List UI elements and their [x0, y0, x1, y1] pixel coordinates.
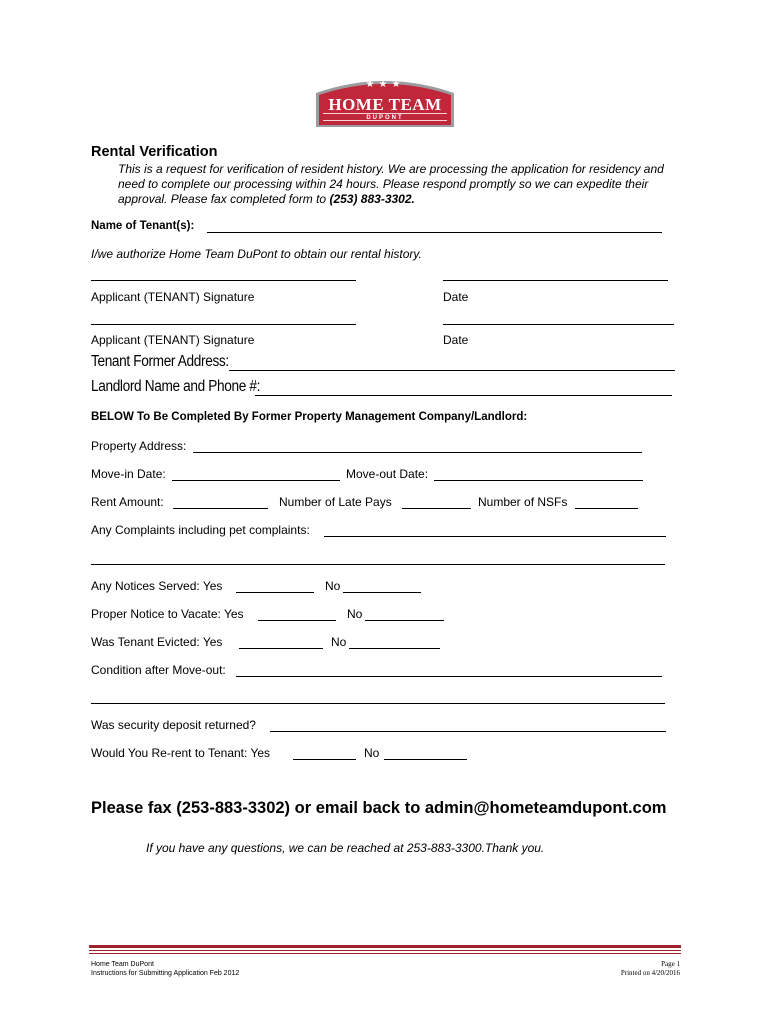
- rerent-no-field[interactable]: [384, 747, 467, 760]
- date2-field[interactable]: [443, 312, 674, 325]
- property-address-label: Property Address:: [91, 439, 187, 453]
- signature1-field[interactable]: [91, 268, 356, 281]
- footer-left: [91, 960, 239, 978]
- deposit-field[interactable]: [270, 719, 666, 732]
- authorize-text: I/we authorize Home Team DuPont to obtain our rental history.: [91, 247, 422, 261]
- footer-printed: Printed on 4/20/2016: [620, 969, 680, 977]
- questions-text: If you have any questions, we can be reached at 253-883-3300.Thank you.: [146, 841, 545, 855]
- vacate-label: Proper Notice to Vacate: Yes: [91, 607, 244, 621]
- vacate-no-field[interactable]: [365, 608, 444, 621]
- landlord-section-heading: BELOW To Be Completed By Former Property Management Company/Landlord:: [91, 411, 528, 423]
- intro-text: This is a request for verification of resident history. We are processing the application for residency and need to complete our processing within 24 hours. Please respond promptly so we can expedite their approval. Please fax completed form to (253) 883-3302.: [118, 162, 664, 206]
- rent-amount-field[interactable]: [173, 496, 268, 509]
- vacate-yes-field[interactable]: [258, 608, 336, 621]
- move-in-label: Move-in Date:: [91, 467, 166, 481]
- tenant-name-field[interactable]: [207, 218, 662, 233]
- nsfs-label: Number of NSFs: [478, 495, 568, 509]
- late-pays-field[interactable]: [402, 496, 471, 509]
- notices-yes-field[interactable]: [236, 580, 314, 593]
- late-pays-label: Number of Late Pays: [279, 495, 392, 509]
- evicted-no-field[interactable]: [349, 636, 440, 649]
- logo-sub: DUPONT: [366, 115, 404, 121]
- form-title: Rental Verification: [91, 144, 218, 160]
- footer-rule-thin: [89, 950, 681, 951]
- complaints-field-2[interactable]: [91, 552, 665, 565]
- date1-field[interactable]: [443, 268, 668, 281]
- notices-no-label: No: [325, 579, 341, 593]
- home-team-logo: [314, 75, 456, 129]
- footer-page: Page 1: [661, 960, 680, 968]
- evicted-yes-field[interactable]: [239, 636, 323, 649]
- evicted-no-label: No: [331, 635, 347, 649]
- former-address-label: Tenant Former Address:: [91, 353, 229, 370]
- move-out-field[interactable]: [434, 468, 643, 481]
- notices-no-field[interactable]: [343, 580, 421, 593]
- logo-stars: ★★★: [365, 79, 405, 90]
- complaints-field[interactable]: [324, 524, 666, 537]
- footer-rule-thin-2: [89, 953, 681, 954]
- rerent-no-label: No: [364, 746, 380, 760]
- move-out-label: Move-out Date:: [346, 467, 429, 481]
- date2-label: Date: [443, 333, 469, 347]
- fax-instruction: Please fax (253-883-3302) or email back to admin@hometeamdupont.com: [91, 799, 667, 817]
- complaints-label: Any Complaints including pet complaints:: [91, 523, 310, 537]
- notices-label: Any Notices Served: Yes: [91, 579, 223, 593]
- rent-amount-label: Rent Amount:: [91, 495, 164, 509]
- move-in-field[interactable]: [172, 468, 340, 481]
- logo-name: HOME TEAM: [328, 95, 442, 114]
- condition-label: Condition after Move-out:: [91, 663, 226, 677]
- signature2-label: Applicant (TENANT) Signature: [91, 333, 255, 347]
- condition-field-2[interactable]: [91, 691, 665, 704]
- date1-label: Date: [443, 290, 469, 304]
- vacate-no-label: No: [347, 607, 363, 621]
- landlord-label: Landlord Name and Phone #:: [91, 378, 261, 395]
- tenant-name-label: Name of Tenant(s):: [91, 220, 195, 232]
- footer-rule: [89, 945, 681, 948]
- footer-right: [621, 960, 680, 978]
- condition-field[interactable]: [236, 664, 662, 677]
- intro-fax-number: (253) 883-3302.: [329, 192, 415, 206]
- former-address-field[interactable]: [229, 357, 675, 371]
- signature1-label: Applicant (TENANT) Signature: [91, 290, 255, 304]
- footer-doc-title: Instructions for Submitting Application Feb 2012: [91, 970, 240, 977]
- landlord-field[interactable]: [255, 382, 672, 396]
- rerent-yes-field[interactable]: [293, 747, 356, 760]
- signature2-field[interactable]: [91, 312, 356, 325]
- evicted-label: Was Tenant Evicted: Yes: [91, 635, 223, 649]
- rerent-label: Would You Re-rent to Tenant: Yes: [91, 746, 271, 760]
- footer-company: Home Team DuPont: [91, 961, 154, 968]
- deposit-label: Was security deposit returned?: [91, 718, 256, 732]
- property-address-field[interactable]: [193, 440, 642, 453]
- nsfs-field[interactable]: [575, 496, 638, 509]
